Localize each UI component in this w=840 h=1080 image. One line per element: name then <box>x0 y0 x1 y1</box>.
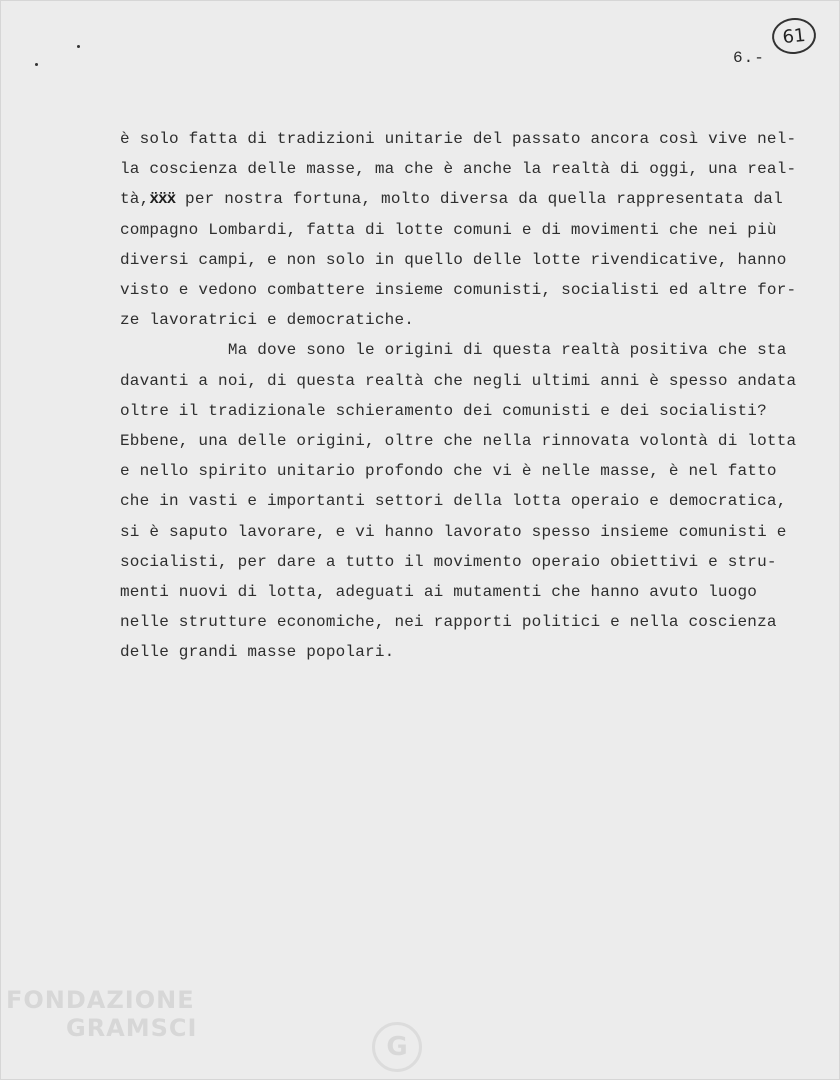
text-line-7: ze lavoratrici e democratiche. <box>120 311 415 330</box>
text-line-8: Ma dove sono le origini di questa realtà positiva che sta <box>120 341 787 360</box>
text-line-17: nelle strutture economiche, nei rapporti politici e nella coscienza <box>120 613 777 632</box>
text-line-6: visto e vedono combattere insieme comunisti, socialisti ed altre for- <box>120 281 797 300</box>
overtyped-characters: ẍẍẍ <box>149 190 176 209</box>
text-line-9: davanti a noi, di questa realtà che negli ultimi anni è spesso andata <box>120 371 797 390</box>
text-line-14: si è saputo lavorare, e vi hanno lavorato spesso insieme comunisti e <box>120 522 787 541</box>
text-line-4: compagno Lombardi, fatta di lotte comuni e di movimenti che nei più <box>120 220 777 239</box>
text-line-10: oltre il tradizionale schieramento dei comunisti e dei socialisti? <box>120 401 767 420</box>
text-line-3 <box>120 184 820 214</box>
text-line-12: e nello spirito unitario profondo che vi è nelle masse, è nel fatto <box>120 462 777 481</box>
text-line-3-start: tà, <box>120 190 150 209</box>
text-line-5: diversi campi, e non solo in quello delle lotte rivendicative, hanno <box>120 250 787 269</box>
text-line-11: Ebbene, una delle origini, oltre che nella rinnovata volontà di lotta <box>120 432 797 451</box>
page-number: 6.- <box>733 49 765 67</box>
text-line-16: menti nuovi di lotta, adeguati ai mutamenti che hanno avuto luogo <box>120 583 758 602</box>
text-line-15: socialisti, per dare a tutto il movimento operaio obiettivi e stru- <box>120 552 777 571</box>
text-line-3-end: per nostra fortuna, molto diversa da quella rappresentata dal <box>175 190 783 209</box>
text-line-2: la coscienza delle masse, ma che è anche la realtà di oggi, una real- <box>120 160 797 179</box>
watermark-line-1: FONDAZIONE <box>6 986 195 1014</box>
foundation-watermark <box>6 986 197 1042</box>
typed-text-body <box>120 124 820 668</box>
ink-speck <box>77 45 80 48</box>
ink-speck <box>35 63 38 66</box>
text-line-13: che in vasti e importanti settori della lotta operaio e democratica, <box>120 492 787 511</box>
text-line-1: è solo fatta di tradizioni unitarie del passato ancora così vive nel- <box>120 130 797 148</box>
text-line-18: delle grandi masse popolari. <box>120 643 395 662</box>
watermark-line-2: GRAMSCI <box>66 1014 198 1042</box>
archive-stamp-icon: G <box>372 1022 422 1072</box>
archive-number-circled: 61 <box>770 16 818 56</box>
